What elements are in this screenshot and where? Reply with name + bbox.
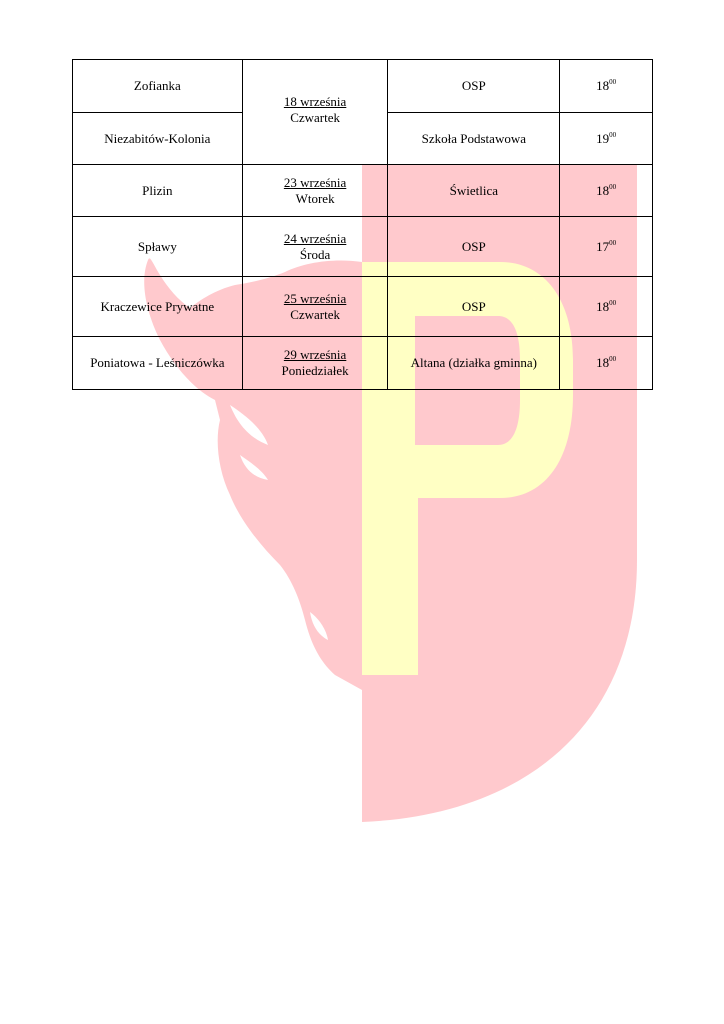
date-text: 29 września	[283, 347, 347, 362]
location-cell: Zofianka	[73, 60, 243, 113]
time-hour: 18	[596, 355, 610, 370]
weekday-text: Wtorek	[295, 190, 335, 206]
date-text: 23 września	[283, 174, 347, 190]
table-row	[73, 60, 653, 113]
location-cell: Spławy	[73, 217, 243, 277]
location-cell: Kraczewice Prywatne	[73, 277, 243, 337]
date-text: 25 września	[283, 290, 347, 306]
weekday-text: Środa	[299, 246, 331, 262]
time-minute: 00	[609, 78, 617, 86]
time-cell	[560, 113, 653, 165]
time-hour: 19	[596, 130, 610, 146]
location-cell: Plizin	[73, 165, 243, 217]
date-cell	[242, 277, 388, 337]
date-cell	[242, 60, 388, 165]
weekday-text: Poniedziałek	[281, 363, 349, 378]
time-minute: 00	[609, 355, 617, 363]
venue-cell: OSP	[388, 217, 560, 277]
table-row	[73, 217, 653, 277]
weekday-text: Czwartek	[290, 110, 340, 125]
time-cell	[560, 60, 653, 113]
table-row	[73, 277, 653, 337]
time-minute: 00	[609, 298, 617, 307]
time-minute: 00	[609, 238, 617, 247]
date-cell	[242, 217, 388, 277]
venue-cell: Altana (działka gminna)	[388, 337, 560, 390]
time-cell	[560, 217, 653, 277]
time-hour: 18	[596, 182, 610, 198]
venue-cell: OSP	[388, 277, 560, 337]
time-hour: 17	[596, 238, 610, 254]
date-cell	[242, 165, 388, 217]
table-row	[73, 165, 653, 217]
date-text: 18 września	[283, 94, 347, 109]
time-minute: 00	[609, 130, 617, 139]
schedule-table	[72, 59, 653, 390]
time-hour: 18	[596, 78, 610, 93]
time-cell	[560, 277, 653, 337]
weekday-text: Czwartek	[290, 306, 340, 322]
table-row	[73, 337, 653, 390]
venue-cell: Świetlica	[388, 165, 560, 217]
location-cell: Niezabitów-Kolonia	[73, 113, 243, 165]
time-cell	[560, 165, 653, 217]
venue-cell: Szkoła Podstawowa	[388, 113, 560, 165]
location-cell: Poniatowa - Leśniczówka	[73, 337, 243, 390]
time-minute: 00	[609, 182, 617, 191]
time-hour: 18	[596, 298, 610, 314]
venue-cell: OSP	[388, 60, 560, 113]
date-cell	[242, 337, 388, 390]
time-cell	[560, 337, 653, 390]
date-text: 24 września	[283, 230, 347, 246]
